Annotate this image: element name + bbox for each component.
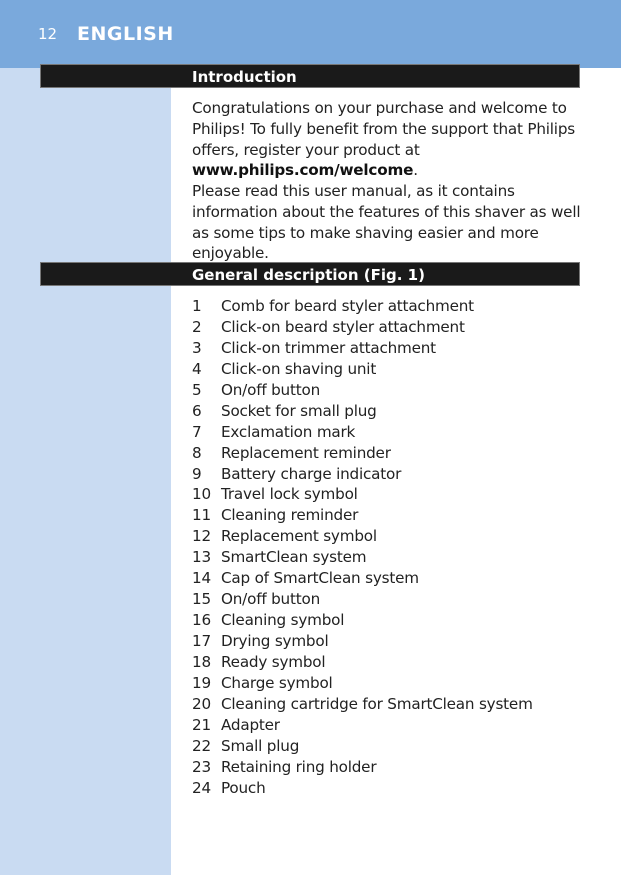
general-description-section-bar (40, 262, 580, 286)
list-item (192, 673, 533, 694)
list-item (192, 757, 533, 778)
list-item-label: Pouch (221, 778, 266, 797)
register-link[interactable]: www.philips.com/welcome (192, 161, 414, 180)
list-item-number: 1 (192, 297, 202, 315)
list-item-label: Cleaning symbol (221, 611, 345, 630)
introduction-section-bar (40, 64, 580, 88)
list-item-label: Click-on trimmer attachment (221, 338, 436, 357)
list-item-label: Adapter (221, 715, 280, 734)
list-item-label: Charge symbol (221, 673, 333, 692)
list-item-number: 12 (192, 527, 211, 546)
introduction-p1-text: Congratulations on your purchase and welcome to Philips! To fully benefit from the support that Philips offers, register your product at (192, 99, 575, 159)
list-item-label: Click-on beard styler attachment (221, 317, 465, 336)
list-item-number: 4 (192, 359, 202, 378)
list-item-label: Click-on shaving unit (221, 359, 377, 378)
list-item-label: Cleaning reminder (221, 506, 359, 525)
list-item-label: Ready symbol (221, 652, 326, 671)
list-item-number: 23 (192, 757, 211, 776)
list-item-label: Battery charge indicator (221, 464, 402, 483)
list-item-number: 15 (192, 590, 211, 609)
list-item-number: 16 (192, 611, 211, 630)
introduction-paragraph-2: Please read this user manual, as it contains information about the features of this shaver as well as some tips to make shaving easier and more enjoyable. (192, 182, 581, 263)
list-item-label: Travel lock symbol (221, 485, 358, 504)
list-item (192, 359, 533, 380)
list-item (192, 401, 533, 422)
list-item-label: On/off button (221, 380, 321, 399)
list-item (192, 443, 533, 464)
list-item (192, 338, 533, 359)
list-item-label: Replacement reminder (221, 443, 391, 462)
list-item (192, 317, 533, 338)
language-heading: ENGLISH (77, 23, 174, 45)
list-item (192, 526, 533, 547)
list-item-number: 5 (192, 380, 202, 399)
list-item-label: Retaining ring holder (221, 757, 377, 776)
list-item (192, 547, 533, 568)
side-column (0, 68, 171, 875)
list-item-number: 13 (192, 548, 211, 567)
list-item (192, 296, 533, 317)
list-item-number: 3 (192, 338, 202, 357)
list-item (192, 380, 533, 401)
introduction-paragraph-1 (192, 98, 584, 181)
list-item-label: Comb for beard styler attachment (221, 297, 474, 315)
list-item-number: 6 (192, 401, 202, 420)
list-item-label: On/off button (221, 590, 321, 609)
list-item (192, 715, 533, 736)
list-item (192, 652, 533, 673)
list-item-number: 20 (192, 694, 211, 713)
parts-list (192, 296, 533, 799)
list-item-number: 17 (192, 632, 211, 650)
list-item (192, 464, 533, 485)
list-item (192, 589, 533, 610)
list-item (192, 422, 533, 443)
list-item-number: 18 (192, 652, 211, 671)
list-item-number: 22 (192, 736, 211, 755)
list-item-label: Small plug (221, 736, 300, 755)
list-item-number: 19 (192, 673, 211, 692)
list-item-number: 24 (192, 778, 211, 797)
page-number: 12 (38, 25, 58, 43)
list-item-number: 9 (192, 464, 202, 483)
list-item (192, 694, 533, 715)
list-item-label: Drying symbol (221, 632, 329, 650)
list-item-number: 21 (192, 715, 211, 734)
introduction-heading: Introduction (192, 68, 297, 86)
list-item-number: 7 (192, 422, 202, 441)
list-item-label: Exclamation mark (221, 422, 356, 441)
list-item-number: 11 (192, 506, 211, 525)
list-item-label: SmartClean system (221, 548, 367, 567)
list-item-number: 8 (192, 443, 202, 462)
list-item-label: Replacement symbol (221, 527, 377, 546)
list-item (192, 568, 533, 589)
list-item (192, 736, 533, 757)
general-description-heading: General description (Fig. 1) (192, 266, 425, 284)
list-item (192, 484, 533, 505)
list-item (192, 610, 533, 631)
list-item (192, 631, 533, 652)
introduction-p1-end: . (413, 161, 418, 180)
list-item-number: 2 (192, 317, 202, 336)
list-item-label: Cap of SmartClean system (221, 569, 419, 588)
list-item-label: Cleaning cartridge for SmartClean system (221, 694, 533, 713)
list-item-label: Socket for small plug (221, 401, 377, 420)
list-item (192, 505, 533, 526)
list-item-number: 10 (192, 485, 211, 504)
list-item-number: 14 (192, 569, 211, 588)
list-item (192, 778, 533, 799)
